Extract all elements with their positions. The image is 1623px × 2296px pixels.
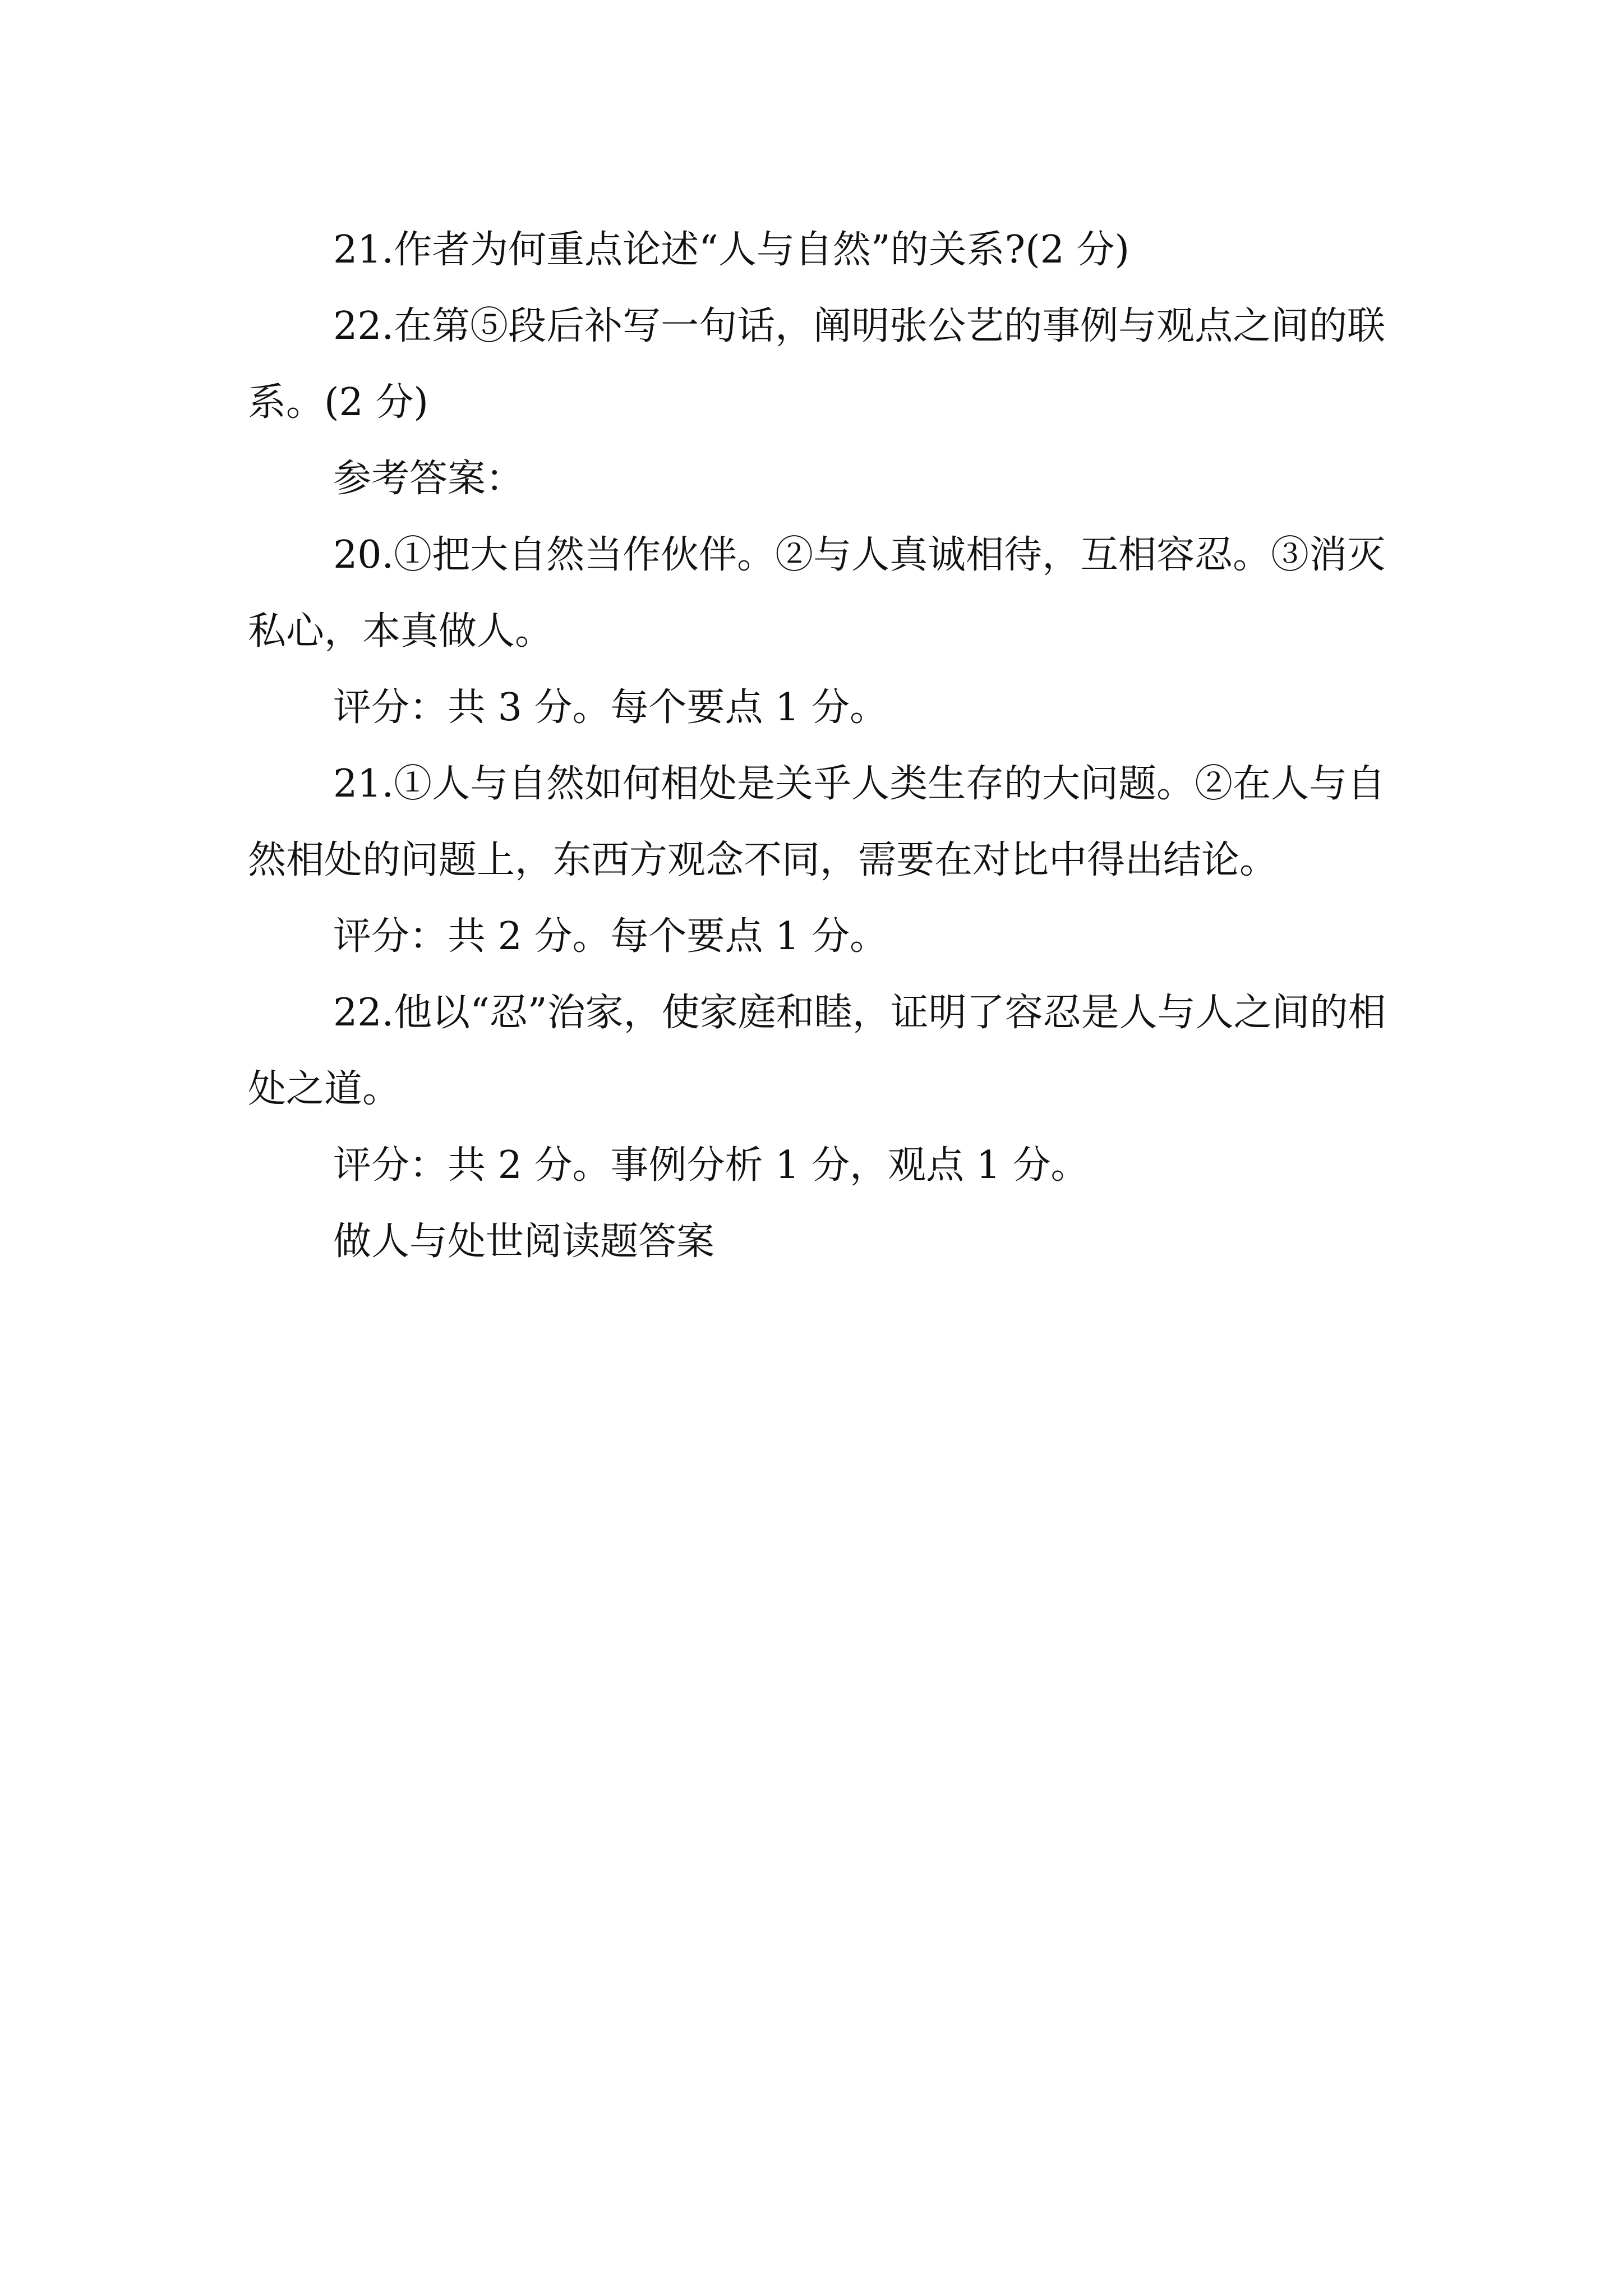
answer-20: 20.①把大自然当作伙伴。②与人真诚相待，互相容忍。③消灭私心，本真做人。	[248, 533, 1386, 654]
answer-heading: 参考答案：	[333, 457, 524, 501]
question-22: 22.在第⑤段后补写一句话，阐明张公艺的事例与观点之间的联系。(2 分)	[248, 304, 1386, 425]
scoring-20: 评分：共 3 分。每个要点 1 分。	[333, 685, 888, 730]
question-21: 21.作者为何重点论述“人与自然”的关系?(2 分)	[333, 228, 1130, 272]
scoring-22: 评分：共 2 分。事例分析 1 分，观点 1 分。	[333, 1143, 1089, 1188]
scoring-21: 评分：共 2 分。每个要点 1 分。	[333, 914, 888, 959]
closing-title: 做人与处世阅读题答案	[333, 1220, 715, 1264]
document-body	[248, 212, 1409, 1280]
answer-21: 21.①人与自然如何相处是关乎人类生存的大问题。②在人与自然相处的问题上，东西方观念不同，需要在对比中得出结论。	[248, 762, 1386, 882]
answer-22: 22.他以“忍”治家，使家庭和睦，证明了容忍是人与人之间的相处之道。	[248, 991, 1386, 1111]
